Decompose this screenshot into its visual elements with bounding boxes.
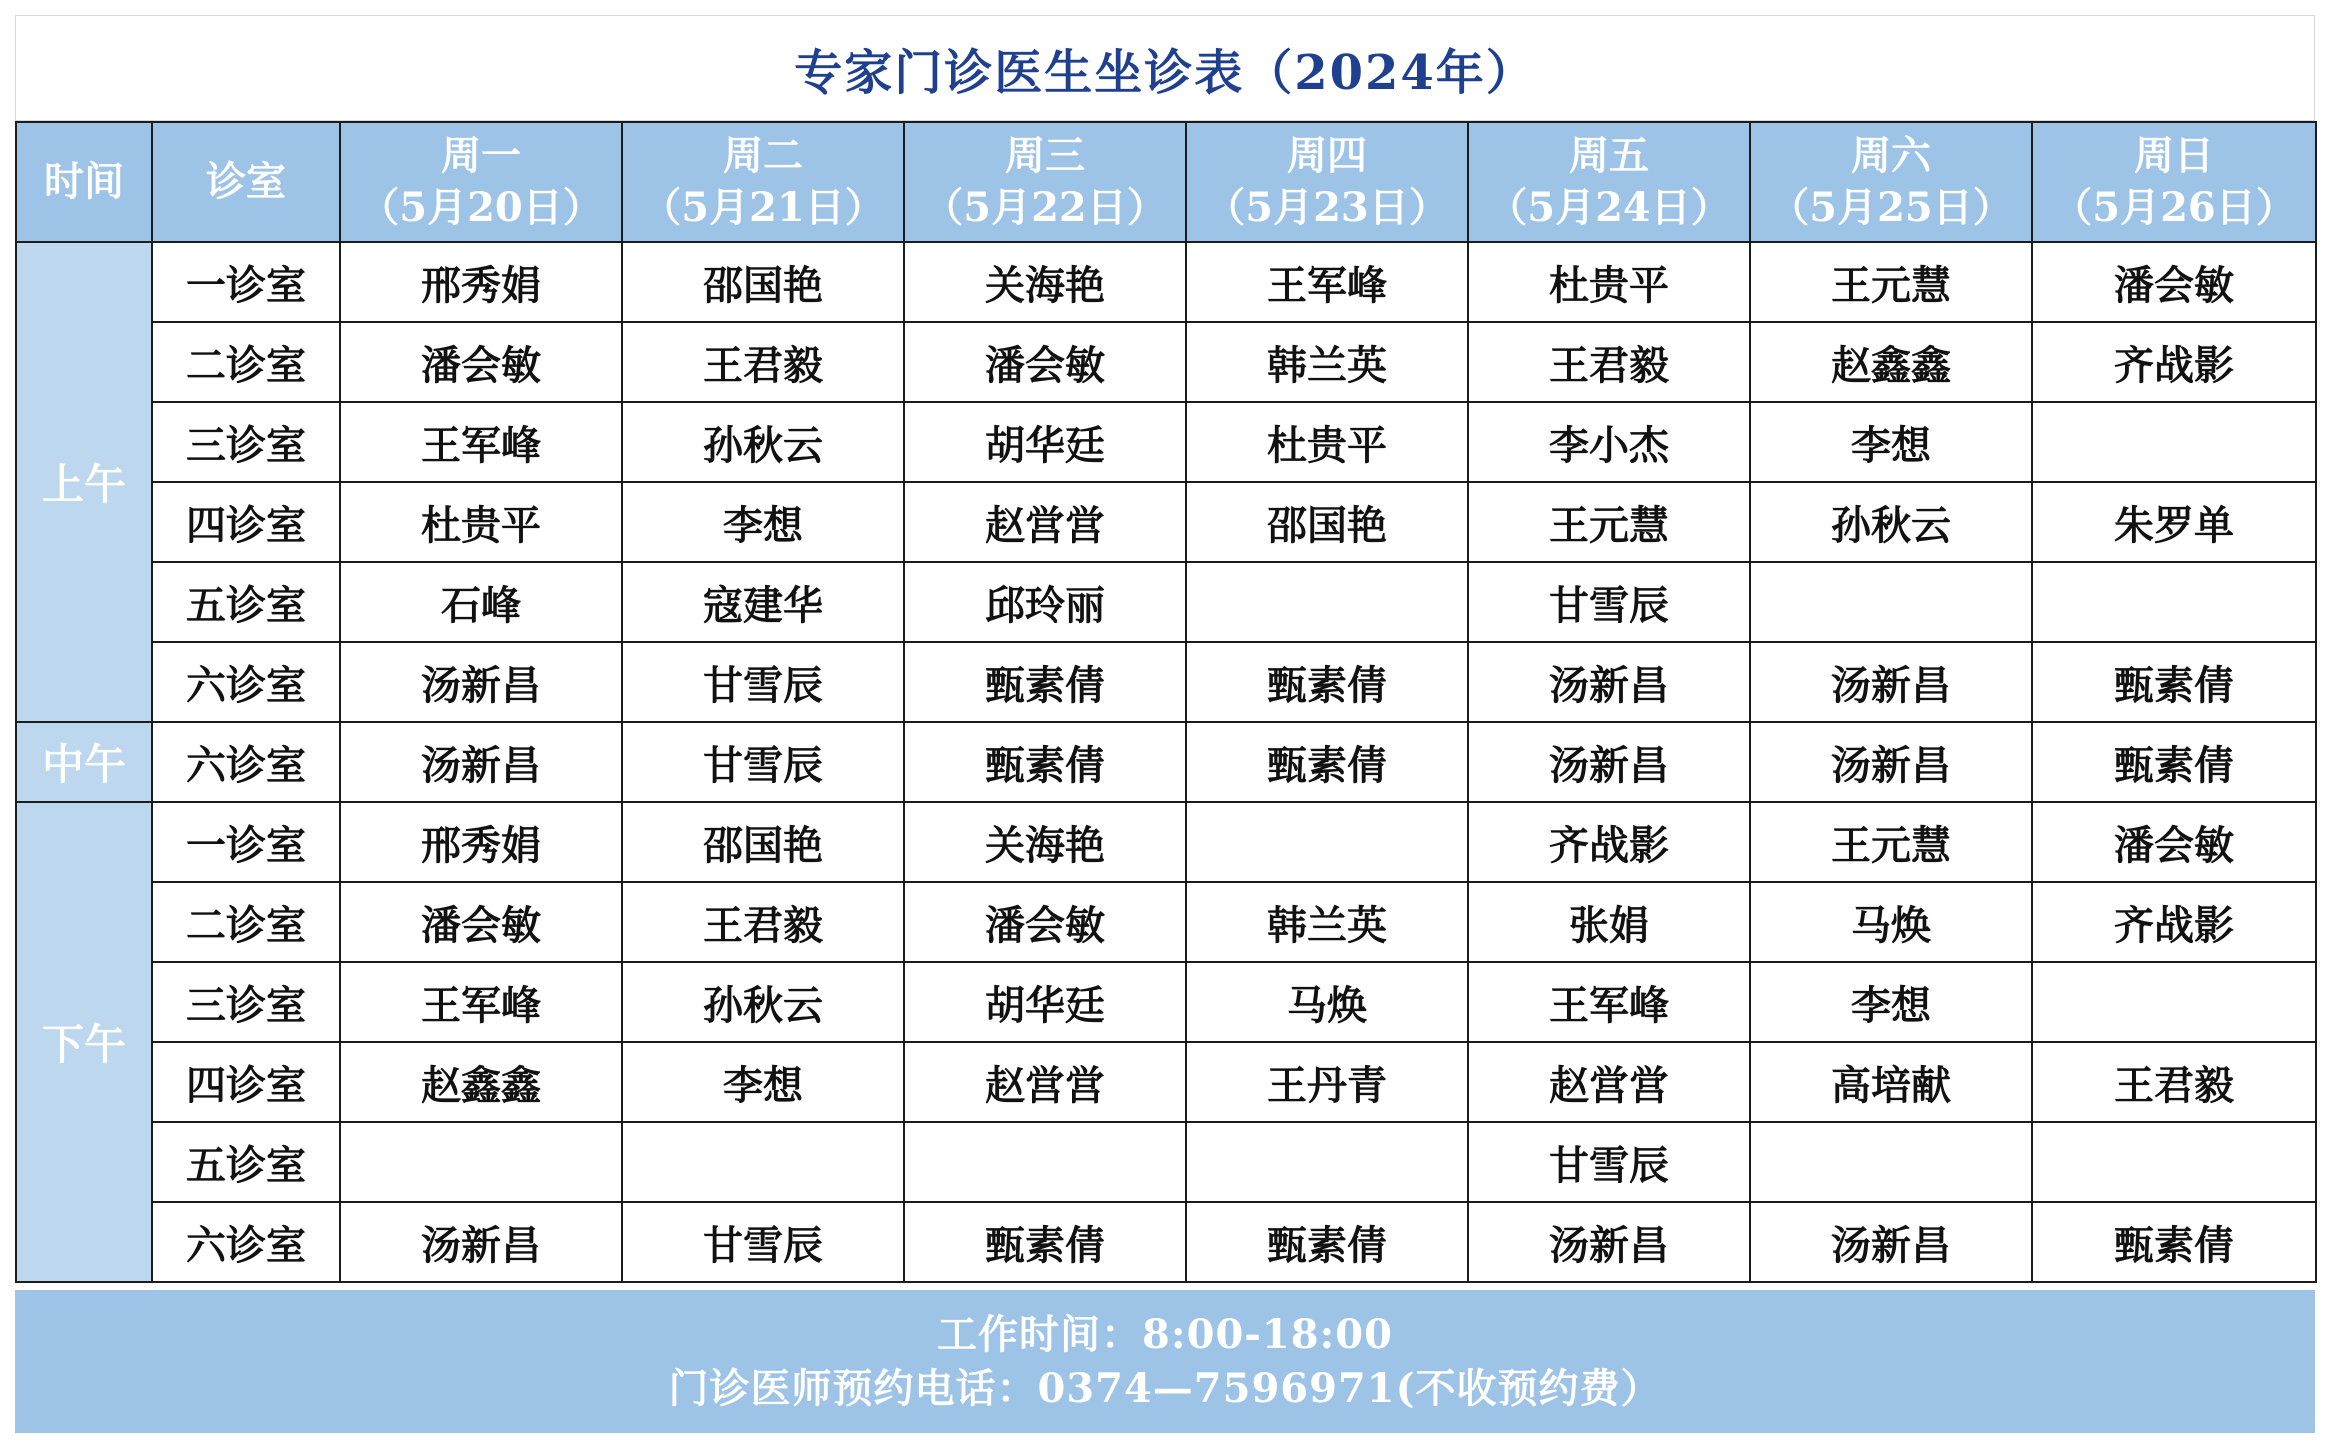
doctor-cell: 李想 — [622, 482, 904, 562]
doctor-cell: 赵営営 — [904, 1042, 1186, 1122]
doctor-cell: 王君毅 — [622, 882, 904, 962]
doctor-cell: 赵鑫鑫 — [1750, 322, 2032, 402]
schedule-row — [16, 962, 2316, 1042]
day-date: （5月23日） — [1205, 184, 1449, 231]
doctor-cell: 甄素倩 — [1186, 1202, 1468, 1282]
doctor-cell: 孙秋云 — [622, 962, 904, 1042]
doctor-cell: 甄素倩 — [1186, 722, 1468, 802]
doctor-cell: 赵鑫鑫 — [340, 1042, 622, 1122]
day-name: 周日 — [2134, 132, 2214, 179]
schedule-row — [16, 802, 2316, 882]
doctor-cell: 汤新昌 — [340, 642, 622, 722]
doctor-cell: 汤新昌 — [340, 722, 622, 802]
doctor-cell: 石峰 — [340, 562, 622, 642]
doctor-cell — [2032, 1122, 2316, 1202]
doctor-cell — [622, 1122, 904, 1202]
day-header-thu — [1186, 122, 1468, 242]
footer-banner — [15, 1290, 2315, 1433]
doctor-cell: 邱玲丽 — [904, 562, 1186, 642]
doctor-cell: 汤新昌 — [1750, 642, 2032, 722]
room-cell: 三诊室 — [152, 402, 340, 482]
doctor-cell: 寇建华 — [622, 562, 904, 642]
doctor-cell: 王君毅 — [2032, 1042, 2316, 1122]
doctor-cell: 潘会敏 — [340, 882, 622, 962]
schedule-row — [16, 1042, 2316, 1122]
doctor-cell: 马焕 — [1750, 882, 2032, 962]
room-cell: 六诊室 — [152, 1202, 340, 1282]
time-header: 时间 — [16, 122, 152, 242]
header-row — [16, 122, 2316, 242]
doctor-cell: 王元慧 — [1750, 242, 2032, 322]
doctor-cell: 齐战影 — [2032, 322, 2316, 402]
doctor-cell: 王军峰 — [340, 402, 622, 482]
doctor-cell: 王元慧 — [1750, 802, 2032, 882]
doctor-cell: 邵国艳 — [622, 802, 904, 882]
schedule-row — [16, 402, 2316, 482]
day-name: 周六 — [1851, 132, 1931, 179]
doctor-cell: 甘雪辰 — [1468, 562, 1750, 642]
doctor-cell: 张娟 — [1468, 882, 1750, 962]
doctor-cell: 关海艳 — [904, 242, 1186, 322]
doctor-cell: 朱罗单 — [2032, 482, 2316, 562]
room-cell: 五诊室 — [152, 562, 340, 642]
day-name: 周四 — [1287, 132, 1367, 179]
doctor-cell: 王元慧 — [1468, 482, 1750, 562]
room-cell: 四诊室 — [152, 1042, 340, 1122]
day-date: （5月20日） — [359, 184, 603, 231]
doctor-cell: 潘会敏 — [2032, 802, 2316, 882]
doctor-cell — [2032, 402, 2316, 482]
doctor-cell: 李小杰 — [1468, 402, 1750, 482]
room-cell: 五诊室 — [152, 1122, 340, 1202]
schedule-row — [16, 482, 2316, 562]
doctor-cell: 邢秀娟 — [340, 242, 622, 322]
room-cell: 六诊室 — [152, 642, 340, 722]
doctor-cell: 王丹青 — [1186, 1042, 1468, 1122]
doctor-cell: 甄素倩 — [2032, 1202, 2316, 1282]
doctor-cell: 赵営営 — [904, 482, 1186, 562]
doctor-cell: 王军峰 — [1468, 962, 1750, 1042]
doctor-cell: 王君毅 — [622, 322, 904, 402]
doctor-cell: 汤新昌 — [1468, 642, 1750, 722]
doctor-cell: 邵国艳 — [622, 242, 904, 322]
doctor-cell: 孙秋云 — [622, 402, 904, 482]
room-header: 诊室 — [152, 122, 340, 242]
day-header-fri — [1468, 122, 1750, 242]
doctor-cell: 汤新昌 — [1750, 722, 2032, 802]
doctor-cell: 甘雪辰 — [622, 1202, 904, 1282]
schedule-table — [15, 121, 2317, 1283]
doctor-cell: 马焕 — [1186, 962, 1468, 1042]
doctor-cell: 齐战影 — [1468, 802, 1750, 882]
doctor-cell — [1186, 802, 1468, 882]
doctor-cell: 甘雪辰 — [1468, 1122, 1750, 1202]
schedule-row — [16, 722, 2316, 802]
doctor-cell: 潘会敏 — [904, 322, 1186, 402]
room-cell: 二诊室 — [152, 882, 340, 962]
room-cell: 六诊室 — [152, 722, 340, 802]
doctor-cell: 甄素倩 — [904, 1202, 1186, 1282]
schedule-row — [16, 242, 2316, 322]
doctor-cell: 邵国艳 — [1186, 482, 1468, 562]
schedule-sheet — [15, 15, 2315, 1433]
doctor-cell: 潘会敏 — [340, 322, 622, 402]
doctor-cell: 汤新昌 — [340, 1202, 622, 1282]
doctor-cell: 甘雪辰 — [622, 722, 904, 802]
doctor-cell: 甘雪辰 — [622, 642, 904, 722]
schedule-row — [16, 882, 2316, 962]
doctor-cell — [1186, 1122, 1468, 1202]
day-date: （5月26日） — [2052, 184, 2296, 231]
working-hours: 工作时间：8:00-18:00 — [937, 1310, 1393, 1358]
doctor-cell — [2032, 562, 2316, 642]
doctor-cell: 韩兰英 — [1186, 322, 1468, 402]
period-cell: 下午 — [16, 802, 152, 1282]
doctor-cell: 赵営営 — [1468, 1042, 1750, 1122]
doctor-cell — [1750, 1122, 2032, 1202]
doctor-cell: 甄素倩 — [1186, 642, 1468, 722]
day-name: 周二 — [723, 132, 803, 179]
doctor-cell: 高培献 — [1750, 1042, 2032, 1122]
doctor-cell: 甄素倩 — [904, 722, 1186, 802]
doctor-cell — [1750, 562, 2032, 642]
day-name: 周三 — [1005, 132, 1085, 179]
doctor-cell: 甄素倩 — [904, 642, 1186, 722]
room-cell: 一诊室 — [152, 242, 340, 322]
day-header-sun — [2032, 122, 2316, 242]
room-cell: 二诊室 — [152, 322, 340, 402]
schedule-body — [16, 242, 2316, 1282]
doctor-cell: 杜贵平 — [1468, 242, 1750, 322]
schedule-row — [16, 1202, 2316, 1282]
room-cell: 三诊室 — [152, 962, 340, 1042]
booking-phone: 门诊医师预约电话：0374—7596971(不收预约费） — [668, 1364, 1662, 1412]
day-name: 周五 — [1569, 132, 1649, 179]
doctor-cell — [904, 1122, 1186, 1202]
doctor-cell — [2032, 962, 2316, 1042]
doctor-cell — [1186, 562, 1468, 642]
doctor-cell: 甄素倩 — [2032, 722, 2316, 802]
doctor-cell — [340, 1122, 622, 1202]
page-title: 专家门诊医生坐诊表（2024年） — [15, 15, 2315, 121]
schedule-row — [16, 642, 2316, 722]
day-name: 周一 — [441, 132, 521, 179]
day-header-mon — [340, 122, 622, 242]
day-header-wed — [904, 122, 1186, 242]
doctor-cell: 王军峰 — [340, 962, 622, 1042]
doctor-cell: 汤新昌 — [1468, 1202, 1750, 1282]
day-header-tue — [622, 122, 904, 242]
period-cell: 中午 — [16, 722, 152, 802]
doctor-cell: 潘会敏 — [2032, 242, 2316, 322]
day-date: （5月25日） — [1769, 184, 2013, 231]
schedule-row — [16, 322, 2316, 402]
doctor-cell: 潘会敏 — [904, 882, 1186, 962]
doctor-cell: 胡华廷 — [904, 962, 1186, 1042]
doctor-cell: 王君毅 — [1468, 322, 1750, 402]
day-date: （5月24日） — [1487, 184, 1731, 231]
doctor-cell: 邢秀娟 — [340, 802, 622, 882]
doctor-cell: 韩兰英 — [1186, 882, 1468, 962]
doctor-cell: 杜贵平 — [340, 482, 622, 562]
room-cell: 一诊室 — [152, 802, 340, 882]
doctor-cell: 李想 — [622, 1042, 904, 1122]
doctor-cell: 李想 — [1750, 402, 2032, 482]
doctor-cell: 杜贵平 — [1186, 402, 1468, 482]
doctor-cell: 汤新昌 — [1750, 1202, 2032, 1282]
doctor-cell: 胡华廷 — [904, 402, 1186, 482]
room-cell: 四诊室 — [152, 482, 340, 562]
doctor-cell: 关海艳 — [904, 802, 1186, 882]
doctor-cell: 王军峰 — [1186, 242, 1468, 322]
schedule-row — [16, 562, 2316, 642]
doctor-cell: 齐战影 — [2032, 882, 2316, 962]
day-date: （5月22日） — [923, 184, 1167, 231]
doctor-cell: 甄素倩 — [2032, 642, 2316, 722]
doctor-cell: 孙秋云 — [1750, 482, 2032, 562]
day-header-sat — [1750, 122, 2032, 242]
period-cell: 上午 — [16, 242, 152, 722]
day-date: （5月21日） — [641, 184, 885, 231]
schedule-row — [16, 1122, 2316, 1202]
doctor-cell: 李想 — [1750, 962, 2032, 1042]
doctor-cell: 汤新昌 — [1468, 722, 1750, 802]
